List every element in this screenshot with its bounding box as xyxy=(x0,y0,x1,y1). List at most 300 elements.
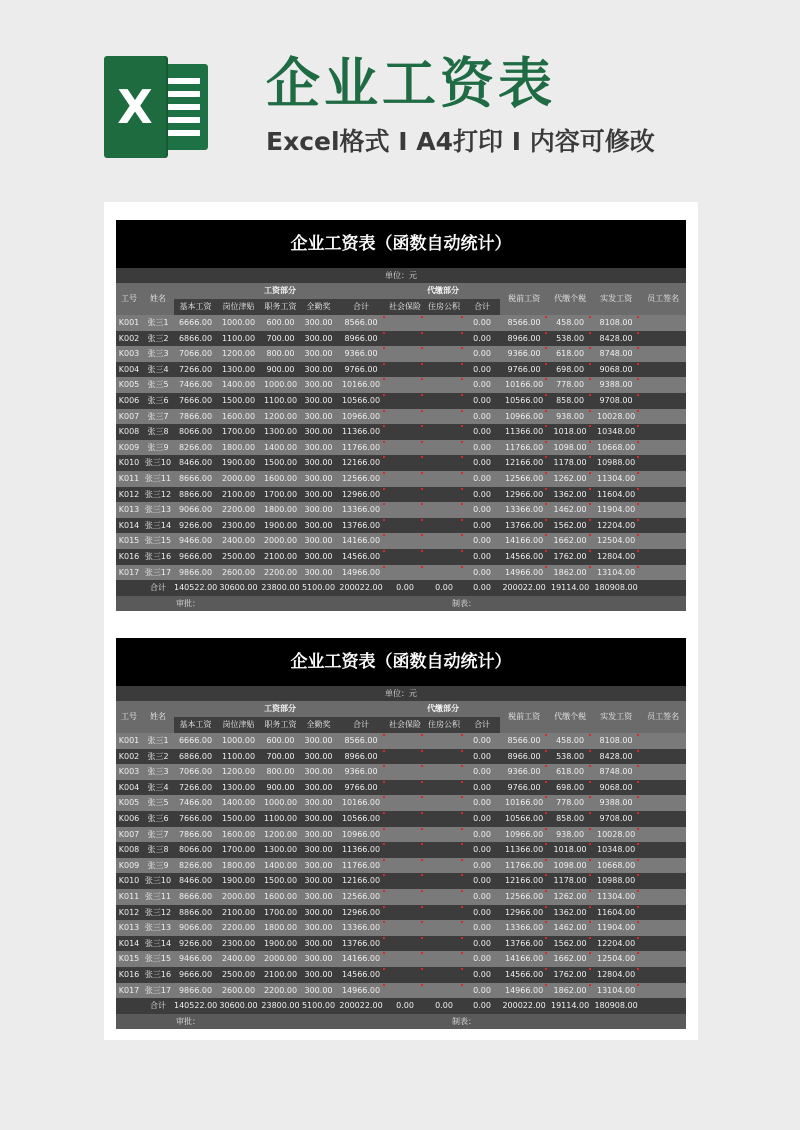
cell-name: 张三6 xyxy=(142,393,174,409)
cell-housing xyxy=(424,858,464,874)
total-attend: 5100.00 xyxy=(301,998,336,1014)
table-row xyxy=(116,983,686,999)
cell-social xyxy=(386,733,424,749)
cell-id: K004 xyxy=(116,780,142,796)
cell-id: K015 xyxy=(116,533,142,549)
total-social: 0.00 xyxy=(386,580,424,596)
cell-id: K005 xyxy=(116,795,142,811)
cell-sum1: 11766.00 xyxy=(336,440,386,456)
cell-base: 6866.00 xyxy=(174,749,217,765)
cell-pretax: 13766.00 xyxy=(500,518,548,534)
cell-duty: 700.00 xyxy=(260,749,301,765)
cell-sign xyxy=(640,331,686,347)
cell-tax: 858.00 xyxy=(548,811,592,827)
cell-tax: 618.00 xyxy=(548,346,592,362)
cell-sum1: 10566.00 xyxy=(336,811,386,827)
cell-sum1: 12166.00 xyxy=(336,873,386,889)
cell-attend: 300.00 xyxy=(301,889,336,905)
cell-sign xyxy=(640,471,686,487)
table-row xyxy=(116,811,686,827)
cell-sign xyxy=(640,409,686,425)
cell-sign xyxy=(640,811,686,827)
cell-sum1: 11366.00 xyxy=(336,424,386,440)
cell-housing xyxy=(424,565,464,581)
cell-housing xyxy=(424,780,464,796)
cell-base: 9066.00 xyxy=(174,502,217,518)
cell-post: 1800.00 xyxy=(217,858,260,874)
table-row xyxy=(116,764,686,780)
table-row xyxy=(116,873,686,889)
salary-table xyxy=(116,283,686,596)
cell-social xyxy=(386,811,424,827)
table-row xyxy=(116,377,686,393)
cell-attend: 300.00 xyxy=(301,331,336,347)
cell-sign xyxy=(640,951,686,967)
unit-label: 单位：元 xyxy=(116,268,686,283)
table-row xyxy=(116,502,686,518)
cell-base: 8066.00 xyxy=(174,842,217,858)
cell-post: 1900.00 xyxy=(217,455,260,471)
cell-pretax: 13766.00 xyxy=(500,936,548,952)
cell-id: K003 xyxy=(116,764,142,780)
cell-base: 7066.00 xyxy=(174,764,217,780)
cell-social xyxy=(386,362,424,378)
cell-base: 7666.00 xyxy=(174,811,217,827)
header-net: 实发工资 xyxy=(592,283,640,315)
header-social: 社会保险 xyxy=(386,717,424,733)
cell-housing xyxy=(424,549,464,565)
cell-tax: 1018.00 xyxy=(548,842,592,858)
cell-id: K001 xyxy=(116,733,142,749)
cell-pretax: 10966.00 xyxy=(500,827,548,843)
cell-pretax: 12166.00 xyxy=(500,873,548,889)
cell-name: 张三15 xyxy=(142,951,174,967)
totals-row xyxy=(116,580,686,596)
cell-post: 1200.00 xyxy=(217,346,260,362)
cell-tax: 1462.00 xyxy=(548,920,592,936)
header-attend: 全勤奖 xyxy=(301,717,336,733)
cell-housing xyxy=(424,889,464,905)
cell-attend: 300.00 xyxy=(301,346,336,362)
cell-net: 10668.00 xyxy=(592,858,640,874)
table-row xyxy=(116,409,686,425)
cell-net: 9068.00 xyxy=(592,362,640,378)
cell-base: 7866.00 xyxy=(174,409,217,425)
cell-sum2: 0.00 xyxy=(464,409,500,425)
cell-sum1: 14566.00 xyxy=(336,967,386,983)
cell-id: K008 xyxy=(116,842,142,858)
cell-sum2: 0.00 xyxy=(464,764,500,780)
cell-duty: 1100.00 xyxy=(260,811,301,827)
sign-row xyxy=(116,1014,686,1029)
cell-duty: 1300.00 xyxy=(260,842,301,858)
cell-sign xyxy=(640,346,686,362)
cell-net: 9388.00 xyxy=(592,795,640,811)
cell-pretax: 14166.00 xyxy=(500,951,548,967)
unit-label: 单位：元 xyxy=(116,686,686,701)
total-id xyxy=(116,580,142,596)
cell-post: 1600.00 xyxy=(217,827,260,843)
cell-id: K002 xyxy=(116,749,142,765)
cell-post: 2400.00 xyxy=(217,951,260,967)
cell-attend: 300.00 xyxy=(301,409,336,425)
cell-sum2: 0.00 xyxy=(464,936,500,952)
cell-attend: 300.00 xyxy=(301,873,336,889)
cell-post: 1700.00 xyxy=(217,842,260,858)
cell-pretax: 11366.00 xyxy=(500,424,548,440)
cell-social xyxy=(386,346,424,362)
cell-id: K009 xyxy=(116,858,142,874)
cell-name: 张三4 xyxy=(142,362,174,378)
header-name: 姓名 xyxy=(142,701,174,733)
cell-id: K013 xyxy=(116,502,142,518)
cell-pretax: 14166.00 xyxy=(500,533,548,549)
cell-name: 张三7 xyxy=(142,827,174,843)
cell-sum2: 0.00 xyxy=(464,565,500,581)
cell-pretax: 8966.00 xyxy=(500,331,548,347)
cell-pretax: 12966.00 xyxy=(500,905,548,921)
cell-sum1: 11366.00 xyxy=(336,842,386,858)
cell-base: 8466.00 xyxy=(174,455,217,471)
cell-sum1: 13766.00 xyxy=(336,936,386,952)
cell-sum1: 13366.00 xyxy=(336,920,386,936)
cell-id: K001 xyxy=(116,315,142,331)
table-row xyxy=(116,331,686,347)
table-row xyxy=(116,858,686,874)
cell-sum1: 9766.00 xyxy=(336,780,386,796)
cell-pretax: 9366.00 xyxy=(500,346,548,362)
cell-duty: 800.00 xyxy=(260,764,301,780)
cell-housing xyxy=(424,951,464,967)
table-row xyxy=(116,795,686,811)
table-row xyxy=(116,424,686,440)
cell-sign xyxy=(640,858,686,874)
cell-social xyxy=(386,889,424,905)
cell-tax: 1562.00 xyxy=(548,518,592,534)
total-attend: 5100.00 xyxy=(301,580,336,596)
cell-sign xyxy=(640,424,686,440)
cell-base: 7666.00 xyxy=(174,393,217,409)
cell-social xyxy=(386,827,424,843)
cell-pretax: 14966.00 xyxy=(500,983,548,999)
prepare-label: 制表： xyxy=(452,1017,476,1027)
cell-tax: 698.00 xyxy=(548,362,592,378)
total-post: 30600.00 xyxy=(217,998,260,1014)
cell-sum1: 8966.00 xyxy=(336,331,386,347)
cell-pretax: 12966.00 xyxy=(500,487,548,503)
cell-sum2: 0.00 xyxy=(464,811,500,827)
table-row xyxy=(116,346,686,362)
cell-base: 8266.00 xyxy=(174,440,217,456)
table-row xyxy=(116,440,686,456)
sheet-card-2 xyxy=(104,620,698,1040)
total-sign xyxy=(640,580,686,596)
total-base: 140522.00 xyxy=(174,998,217,1014)
cell-attend: 300.00 xyxy=(301,533,336,549)
cell-duty: 1800.00 xyxy=(260,502,301,518)
cell-sign xyxy=(640,455,686,471)
cell-post: 1400.00 xyxy=(217,377,260,393)
cell-net: 8748.00 xyxy=(592,346,640,362)
cell-net: 10028.00 xyxy=(592,409,640,425)
cell-tax: 1018.00 xyxy=(548,424,592,440)
table-row xyxy=(116,487,686,503)
cell-post: 1100.00 xyxy=(217,331,260,347)
cell-housing xyxy=(424,377,464,393)
cell-pretax: 10166.00 xyxy=(500,377,548,393)
cell-net: 11304.00 xyxy=(592,889,640,905)
cell-net: 11604.00 xyxy=(592,487,640,503)
cell-base: 7066.00 xyxy=(174,346,217,362)
cell-housing xyxy=(424,409,464,425)
cell-net: 8748.00 xyxy=(592,764,640,780)
cell-id: K010 xyxy=(116,873,142,889)
cell-sum2: 0.00 xyxy=(464,471,500,487)
cell-name: 张三3 xyxy=(142,764,174,780)
cell-id: K007 xyxy=(116,827,142,843)
cell-post: 2100.00 xyxy=(217,905,260,921)
cell-tax: 698.00 xyxy=(548,780,592,796)
cell-attend: 300.00 xyxy=(301,951,336,967)
cell-pretax: 12166.00 xyxy=(500,455,548,471)
cell-net: 8428.00 xyxy=(592,749,640,765)
cell-name: 张三14 xyxy=(142,518,174,534)
cell-name: 张三2 xyxy=(142,331,174,347)
cell-sum1: 8966.00 xyxy=(336,749,386,765)
cell-pretax: 10166.00 xyxy=(500,795,548,811)
cell-sum1: 9366.00 xyxy=(336,346,386,362)
header-duty: 职务工资 xyxy=(260,299,301,315)
cell-base: 9266.00 xyxy=(174,518,217,534)
cell-net: 12804.00 xyxy=(592,967,640,983)
cell-sign xyxy=(640,827,686,843)
cell-social xyxy=(386,440,424,456)
cell-attend: 300.00 xyxy=(301,377,336,393)
header-housing: 住房公积 xyxy=(424,717,464,733)
table-row xyxy=(116,393,686,409)
cell-id: K006 xyxy=(116,811,142,827)
cell-sum2: 0.00 xyxy=(464,795,500,811)
cell-sign xyxy=(640,983,686,999)
cell-duty: 600.00 xyxy=(260,315,301,331)
table-row xyxy=(116,951,686,967)
sign-row xyxy=(116,596,686,611)
cell-sum2: 0.00 xyxy=(464,905,500,921)
table-row xyxy=(116,889,686,905)
cell-attend: 300.00 xyxy=(301,424,336,440)
table-row xyxy=(116,842,686,858)
cell-post: 1400.00 xyxy=(217,795,260,811)
cell-housing xyxy=(424,440,464,456)
cell-social xyxy=(386,393,424,409)
cell-tax: 858.00 xyxy=(548,393,592,409)
cell-tax: 778.00 xyxy=(548,377,592,393)
cell-tax: 1262.00 xyxy=(548,889,592,905)
cell-sum2: 0.00 xyxy=(464,346,500,362)
cell-sign xyxy=(640,440,686,456)
cell-attend: 300.00 xyxy=(301,471,336,487)
cell-attend: 300.00 xyxy=(301,983,336,999)
total-pretax: 200022.00 xyxy=(500,998,548,1014)
cell-sum2: 0.00 xyxy=(464,533,500,549)
cell-post: 2400.00 xyxy=(217,533,260,549)
cell-id: K004 xyxy=(116,362,142,378)
cell-tax: 458.00 xyxy=(548,315,592,331)
cell-pretax: 9766.00 xyxy=(500,780,548,796)
cell-housing xyxy=(424,487,464,503)
cell-duty: 1400.00 xyxy=(260,440,301,456)
cell-name: 张三14 xyxy=(142,936,174,952)
cell-sum2: 0.00 xyxy=(464,733,500,749)
cell-sum1: 10966.00 xyxy=(336,827,386,843)
cell-attend: 300.00 xyxy=(301,764,336,780)
cell-id: K005 xyxy=(116,377,142,393)
cell-net: 10028.00 xyxy=(592,827,640,843)
cell-id: K012 xyxy=(116,905,142,921)
header-name: 姓名 xyxy=(142,283,174,315)
cell-name: 张三16 xyxy=(142,549,174,565)
cell-post: 1300.00 xyxy=(217,780,260,796)
cell-tax: 1098.00 xyxy=(548,440,592,456)
cell-social xyxy=(386,549,424,565)
salary-sheet xyxy=(116,220,686,611)
cell-tax: 1098.00 xyxy=(548,858,592,874)
cell-name: 张三8 xyxy=(142,424,174,440)
cell-sum1: 14166.00 xyxy=(336,951,386,967)
cell-sign xyxy=(640,749,686,765)
cell-sign xyxy=(640,920,686,936)
cell-sign xyxy=(640,533,686,549)
cell-duty: 2000.00 xyxy=(260,951,301,967)
cell-tax: 1362.00 xyxy=(548,487,592,503)
cell-id: K016 xyxy=(116,967,142,983)
cell-base: 8266.00 xyxy=(174,858,217,874)
cell-post: 1500.00 xyxy=(217,811,260,827)
cell-name: 张三1 xyxy=(142,733,174,749)
cell-sum1: 13366.00 xyxy=(336,502,386,518)
cell-sum1: 14966.00 xyxy=(336,565,386,581)
cell-id: K003 xyxy=(116,346,142,362)
cell-pretax: 12566.00 xyxy=(500,471,548,487)
cell-sign xyxy=(640,733,686,749)
cell-sign xyxy=(640,780,686,796)
cell-base: 7466.00 xyxy=(174,377,217,393)
sheet-card-1 xyxy=(104,202,698,624)
cell-sum1: 14166.00 xyxy=(336,533,386,549)
cell-tax: 1262.00 xyxy=(548,471,592,487)
cell-duty: 1800.00 xyxy=(260,920,301,936)
table-row xyxy=(116,936,686,952)
salary-table xyxy=(116,701,686,1014)
cell-duty: 1000.00 xyxy=(260,377,301,393)
cell-duty: 900.00 xyxy=(260,780,301,796)
cell-name: 张三5 xyxy=(142,377,174,393)
cell-sign xyxy=(640,873,686,889)
cell-duty: 1700.00 xyxy=(260,487,301,503)
header-duty: 职务工资 xyxy=(260,717,301,733)
cell-housing xyxy=(424,518,464,534)
cell-housing xyxy=(424,733,464,749)
cell-housing xyxy=(424,827,464,843)
cell-sum1: 10166.00 xyxy=(336,795,386,811)
cell-id: K017 xyxy=(116,565,142,581)
cell-sum1: 11766.00 xyxy=(336,858,386,874)
header-net: 实发工资 xyxy=(592,701,640,733)
header-sum1: 合计 xyxy=(336,717,386,733)
cell-social xyxy=(386,873,424,889)
cell-pretax: 9366.00 xyxy=(500,764,548,780)
header-sign: 员工签名 xyxy=(640,283,686,315)
cell-base: 8466.00 xyxy=(174,873,217,889)
cell-attend: 300.00 xyxy=(301,315,336,331)
cell-sum2: 0.00 xyxy=(464,455,500,471)
cell-base: 8666.00 xyxy=(174,889,217,905)
cell-sum1: 9766.00 xyxy=(336,362,386,378)
cell-base: 9266.00 xyxy=(174,936,217,952)
cell-name: 张三17 xyxy=(142,565,174,581)
cell-social xyxy=(386,842,424,858)
cell-social xyxy=(386,502,424,518)
cell-sum1: 12966.00 xyxy=(336,905,386,921)
cell-name: 张三5 xyxy=(142,795,174,811)
total-pretax: 200022.00 xyxy=(500,580,548,596)
cell-base: 6666.00 xyxy=(174,733,217,749)
cell-base: 9666.00 xyxy=(174,549,217,565)
cell-post: 2300.00 xyxy=(217,936,260,952)
cell-post: 1900.00 xyxy=(217,873,260,889)
cell-post: 1000.00 xyxy=(217,733,260,749)
cell-social xyxy=(386,487,424,503)
total-sum1: 200022.00 xyxy=(336,998,386,1014)
cell-pretax: 10566.00 xyxy=(500,811,548,827)
header-group-salary: 工资部分 xyxy=(174,701,386,717)
header-post: 岗位津贴 xyxy=(217,299,260,315)
total-sign xyxy=(640,998,686,1014)
cell-sum1: 14566.00 xyxy=(336,549,386,565)
cell-social xyxy=(386,749,424,765)
table-row xyxy=(116,749,686,765)
cell-name: 张三10 xyxy=(142,455,174,471)
cell-id: K008 xyxy=(116,424,142,440)
cell-duty: 1700.00 xyxy=(260,905,301,921)
cell-social xyxy=(386,315,424,331)
cell-attend: 300.00 xyxy=(301,811,336,827)
cell-net: 13104.00 xyxy=(592,565,640,581)
header-housing: 住房公积 xyxy=(424,299,464,315)
cell-housing xyxy=(424,811,464,827)
cell-sum2: 0.00 xyxy=(464,749,500,765)
cell-post: 2000.00 xyxy=(217,471,260,487)
cell-post: 1100.00 xyxy=(217,749,260,765)
cell-pretax: 10966.00 xyxy=(500,409,548,425)
total-tax: 19114.00 xyxy=(548,998,592,1014)
cell-tax: 538.00 xyxy=(548,331,592,347)
cell-attend: 300.00 xyxy=(301,905,336,921)
cell-post: 2300.00 xyxy=(217,518,260,534)
table-row xyxy=(116,455,686,471)
cell-base: 7266.00 xyxy=(174,780,217,796)
cell-sum2: 0.00 xyxy=(464,967,500,983)
table-row xyxy=(116,780,686,796)
cell-sum2: 0.00 xyxy=(464,780,500,796)
cell-post: 2000.00 xyxy=(217,889,260,905)
cell-base: 9466.00 xyxy=(174,951,217,967)
cell-post: 2100.00 xyxy=(217,487,260,503)
cell-net: 9068.00 xyxy=(592,780,640,796)
cell-pretax: 13366.00 xyxy=(500,502,548,518)
cell-sum2: 0.00 xyxy=(464,315,500,331)
cell-name: 张三8 xyxy=(142,842,174,858)
